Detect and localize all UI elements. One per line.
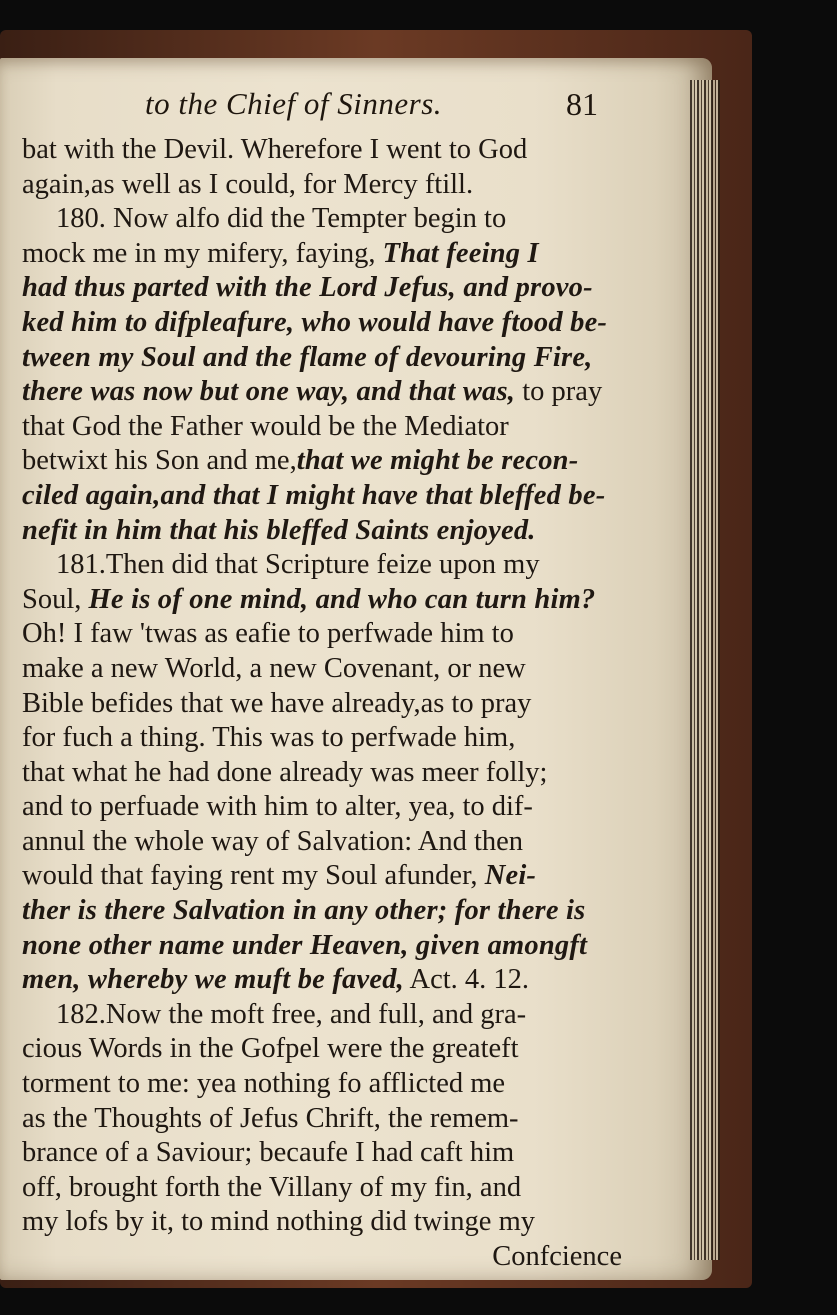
text-segment: cious Words in the Gofpel were the greateft xyxy=(22,1033,519,1065)
italic-segment: nefit in him that his bleffed Saints enjoyed. xyxy=(22,514,536,546)
text-line xyxy=(22,237,622,272)
text-segment: for fuch a thing. This was to perfwade him, xyxy=(22,722,516,754)
text-line xyxy=(22,963,622,998)
italic-segment: tween my Soul and the flame of devouring Fire, xyxy=(22,341,593,373)
text-line xyxy=(22,825,622,860)
text-line xyxy=(22,1205,622,1240)
italic-segment: Nei- xyxy=(484,860,537,892)
text-segment: my lofs by it, to mind nothing did twinge my xyxy=(22,1206,535,1238)
text-line xyxy=(22,133,622,168)
text-line xyxy=(22,444,622,479)
text-segment: to pray xyxy=(515,376,603,408)
text-line xyxy=(22,929,622,964)
text-segment: 180. Now alfo did the Tempter begin to xyxy=(56,203,507,235)
text-segment: Act. 4. 12. xyxy=(403,964,530,996)
text-segment: mock me in my mifery, faying, xyxy=(22,237,383,269)
text-segment: again,as well as I could, for Mercy ftill. xyxy=(22,168,474,200)
text-segment: annul the whole way of Salvation: And then xyxy=(22,825,524,857)
text-line xyxy=(22,894,622,929)
italic-segment: none other name under Heaven, given amongft xyxy=(22,929,588,961)
text-line xyxy=(22,548,622,583)
text-line xyxy=(22,375,622,410)
text-segment: 181.Then did that Scripture feize upon my xyxy=(56,549,540,581)
text-line xyxy=(22,1067,622,1102)
text-segment: bat with the Devil. Wherefore I went to God xyxy=(22,134,528,165)
text-line xyxy=(22,1102,622,1137)
text-line xyxy=(22,687,622,722)
italic-segment: That feeing I xyxy=(382,237,539,269)
text-segment: torment to me: yea nothing fo afflicted me xyxy=(22,1068,506,1100)
text-line xyxy=(22,514,622,549)
text-segment: off, brought forth the Villany of my fin, and xyxy=(22,1171,522,1203)
text-line xyxy=(22,1136,622,1171)
italic-segment: ciled again,and that I might have that bleffed be- xyxy=(22,479,606,511)
text-line xyxy=(22,998,622,1033)
italic-segment: ther is there Salvation in any other; for there is xyxy=(22,895,586,927)
text-line xyxy=(22,617,622,652)
text-line xyxy=(22,1032,622,1067)
text-segment: Confcience xyxy=(492,1241,622,1272)
text-line xyxy=(22,1240,622,1275)
page-number: 81 xyxy=(566,86,598,122)
italic-segment: that we might be recon- xyxy=(296,445,579,477)
text-segment: and to perfuade with him to alter, yea, to dif- xyxy=(22,791,533,823)
text-line xyxy=(22,652,622,687)
text-line xyxy=(22,479,622,514)
text-line xyxy=(22,859,622,894)
text-line xyxy=(22,410,622,445)
italic-segment: He is of one mind, and who can turn him? xyxy=(88,583,596,615)
text-segment: as the Thoughts of Jefus Chrift, the remem- xyxy=(22,1102,519,1134)
text-segment: Oh! I faw 'twas as eafie to perfwade him to xyxy=(22,618,514,650)
italic-segment: men, whereby we muft be faved, xyxy=(22,964,404,996)
text-line xyxy=(22,721,622,756)
italic-segment: had thus parted with the Lord Jefus, and provo- xyxy=(22,272,593,304)
text-segment: betwixt his Son and me, xyxy=(22,445,297,477)
text-segment: make a new World, a new Covenant, or new xyxy=(22,652,526,684)
text-segment: brance of a Saviour; becaufe I had caft him xyxy=(22,1137,515,1169)
running-title: to the Chief of Sinners. xyxy=(145,86,443,121)
text-line xyxy=(22,756,622,791)
text-segment: Soul, xyxy=(22,583,89,615)
text-segment: Bible befides that we have already,as to pray xyxy=(22,687,532,719)
text-line xyxy=(22,271,622,306)
text-line xyxy=(22,1171,622,1206)
text-segment: that what he had done already was meer folly; xyxy=(22,756,548,788)
text-line xyxy=(22,202,622,237)
body-text xyxy=(22,133,622,1275)
page-header xyxy=(0,86,700,126)
text-line xyxy=(22,341,622,376)
text-segment: that God the Father would be the Mediator xyxy=(22,410,509,442)
text-segment: 182.Now the moft free, and full, and gra- xyxy=(56,998,527,1030)
page-edges xyxy=(690,80,720,1260)
text-segment: would that faying rent my Soul afunder, xyxy=(22,860,485,892)
text-line xyxy=(22,583,622,618)
text-line xyxy=(22,306,622,341)
text-line xyxy=(22,168,622,203)
text-line xyxy=(22,790,622,825)
italic-segment: ked him to difpleafure, who would have ftood be- xyxy=(22,306,608,338)
italic-segment: there was now but one way, and that was, xyxy=(22,376,516,408)
